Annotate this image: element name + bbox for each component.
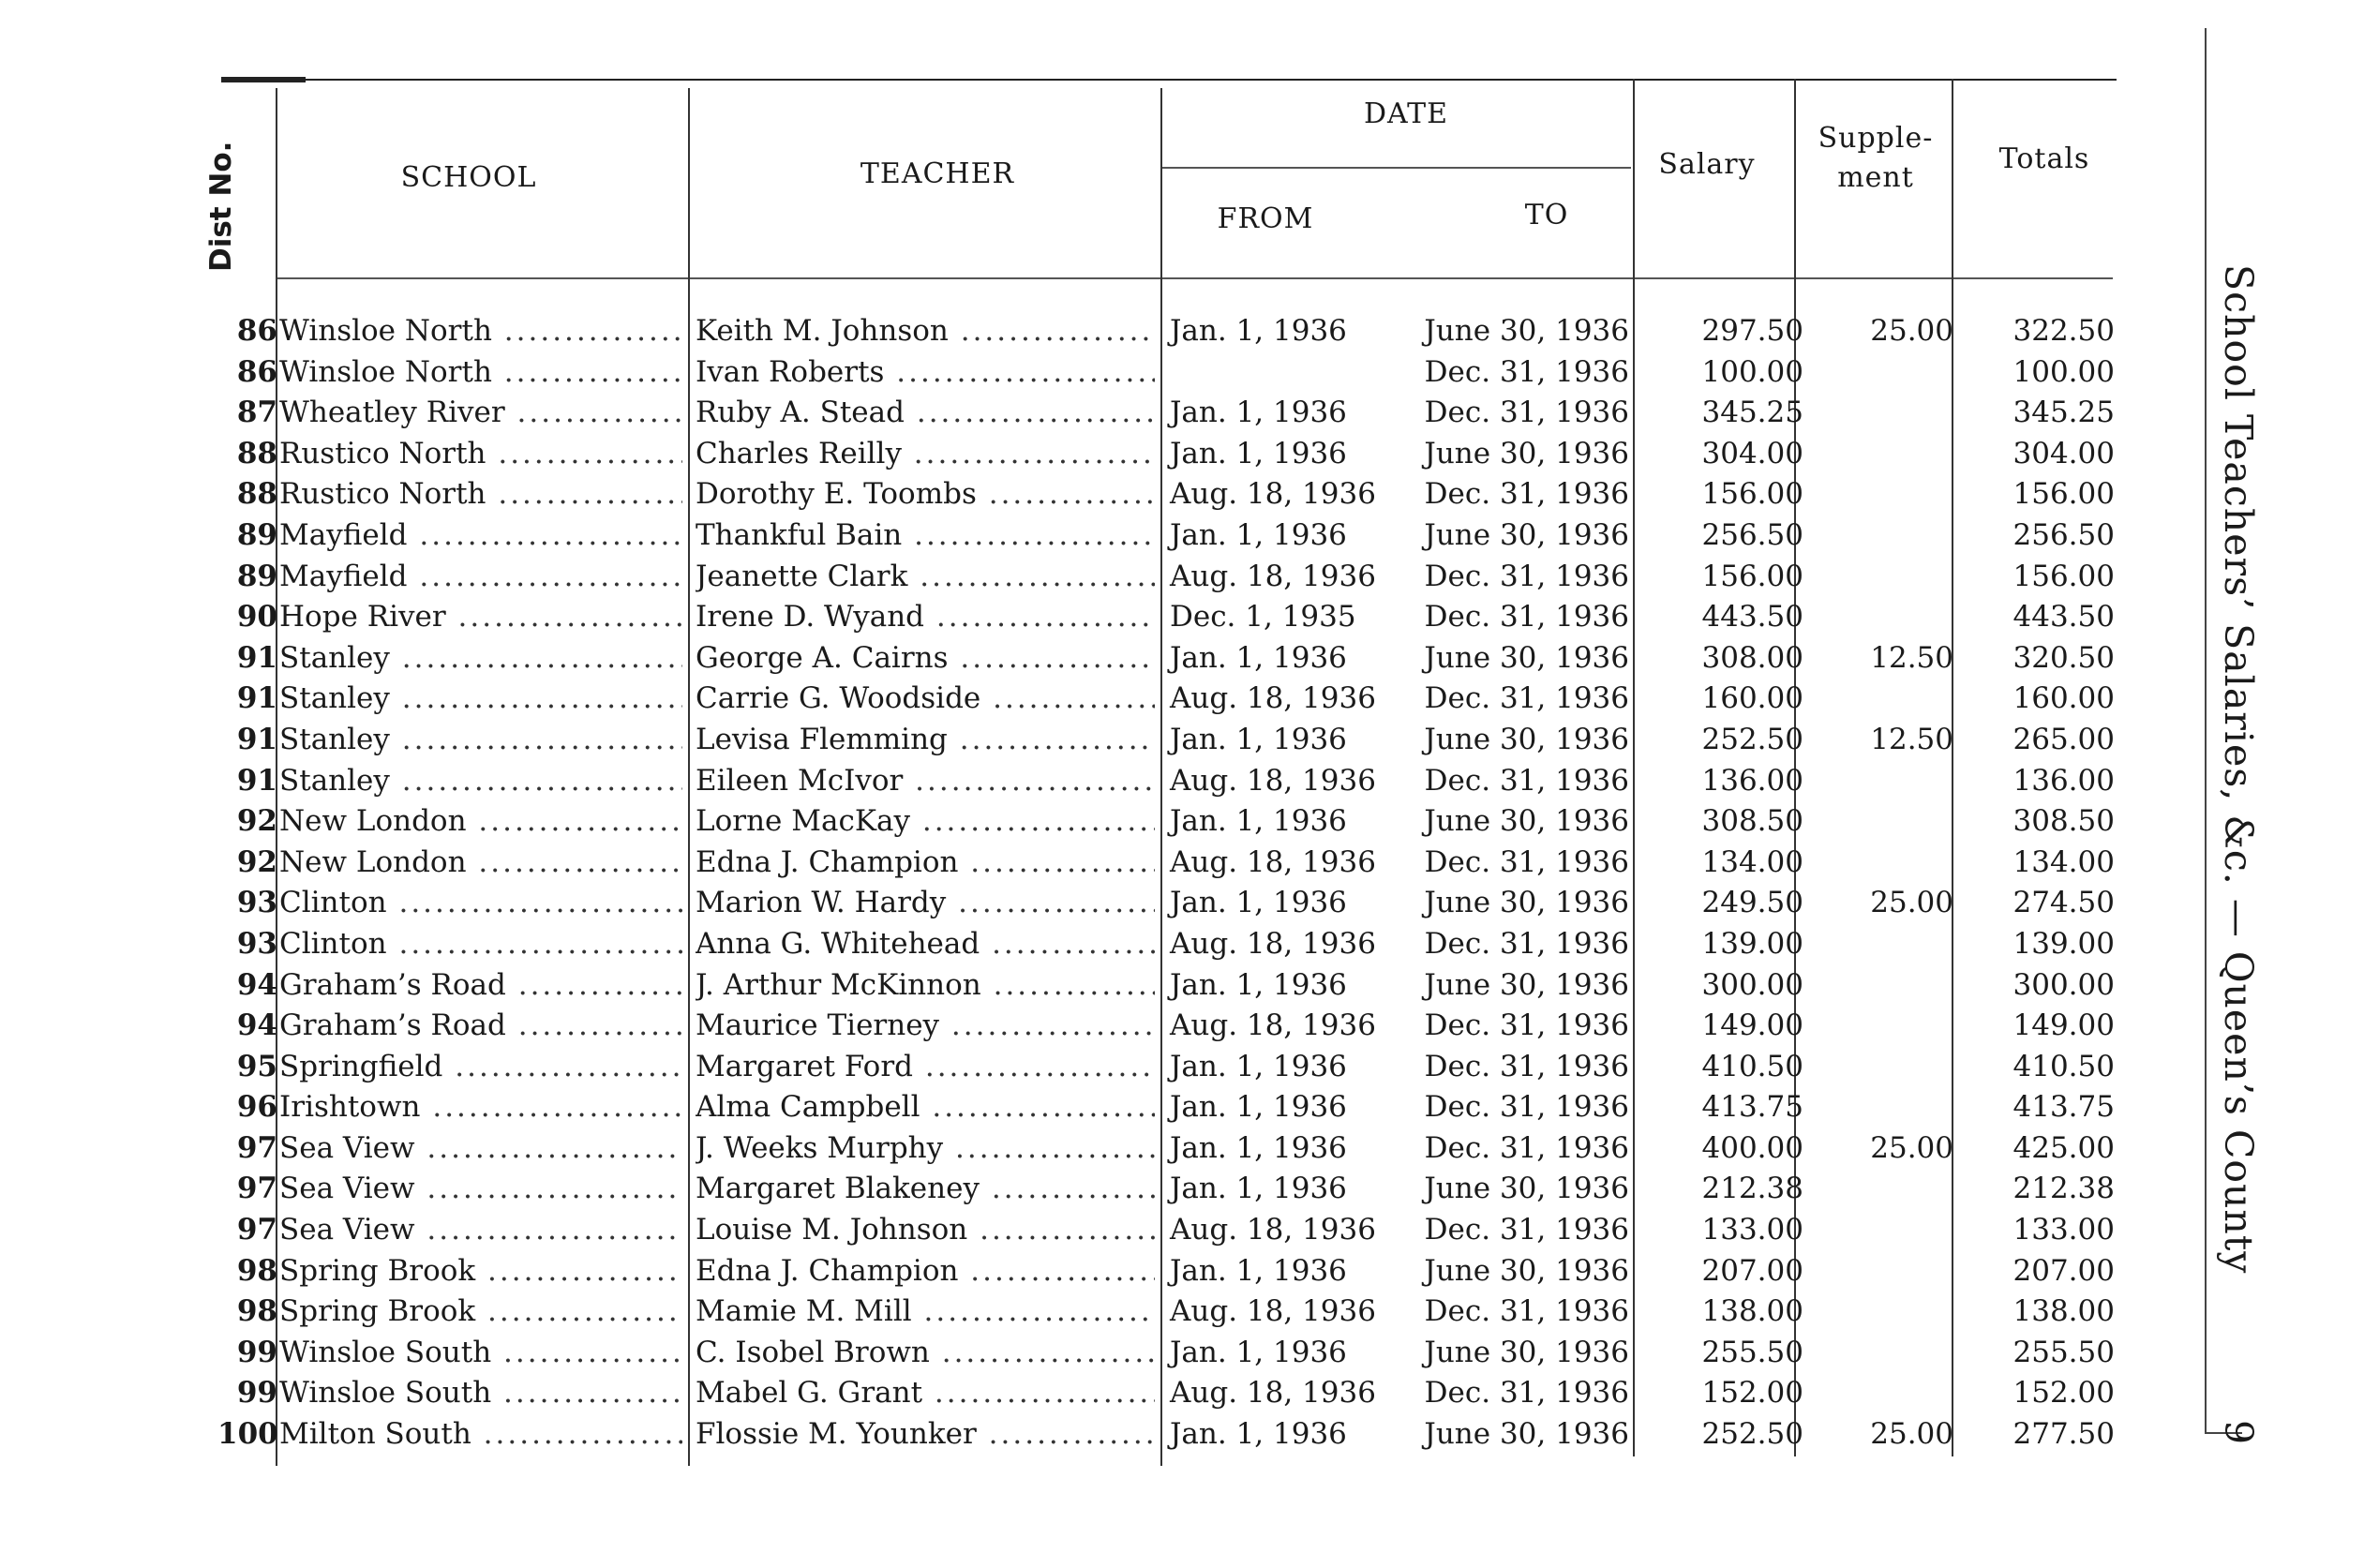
- teacher-name: Carrie G. Woodside .....: [696, 679, 1155, 719]
- date-to: June 30, 1936: [1424, 1417, 1629, 1452]
- header-top-rule: [223, 79, 2117, 81]
- salary-amount: 152.00: [1701, 1376, 1803, 1411]
- dist-no-header: Dist No.: [204, 141, 238, 272]
- total-amount: 139.00: [2012, 926, 2115, 961]
- date-from: Jan. 1, 1936: [1170, 1090, 1347, 1125]
- dist-number: 88: [236, 477, 277, 512]
- total-amount: 443.50: [2012, 600, 2115, 635]
- dist-number: 93: [236, 926, 277, 961]
- teacher-name: Flossie M. Younker .....: [696, 1414, 1155, 1455]
- salary-amount: 139.00: [1701, 926, 1803, 961]
- table-row: [0, 1047, 2250, 1088]
- date-to: June 30, 1936: [1424, 436, 1629, 470]
- supplement-header-line1: Supple-: [1818, 122, 1934, 155]
- teacher-name: Alma Campbell .....: [696, 1087, 1155, 1127]
- salary-amount: 256.50: [1701, 517, 1803, 552]
- total-amount: 152.00: [2012, 1376, 2115, 1411]
- dist-number: 98: [236, 1294, 277, 1329]
- date-divider-rule: [1162, 167, 1631, 169]
- date-from: Jan. 1, 1936: [1170, 517, 1347, 552]
- teacher-name: Maurice Tierney .....: [696, 1006, 1155, 1046]
- date-from: Jan. 1, 1936: [1170, 1049, 1347, 1083]
- header-top-rule-thick: [221, 77, 306, 82]
- table-row: [0, 597, 2250, 638]
- total-amount: 322.50: [2012, 314, 2115, 348]
- date-to: Dec. 31, 1936: [1424, 1130, 1629, 1165]
- salary-amount: 156.00: [1701, 559, 1803, 593]
- table-row: [0, 801, 2250, 843]
- school-name: Hope River .....: [279, 597, 682, 637]
- salary-amount: 134.00: [1701, 844, 1803, 879]
- total-amount: 160.00: [2012, 681, 2115, 716]
- total-amount: 133.00: [2012, 1213, 2115, 1247]
- dist-number: 100: [217, 1417, 278, 1452]
- school-name: Clinton .....: [279, 883, 682, 923]
- date-to: Dec. 31, 1936: [1424, 763, 1629, 798]
- total-amount: 156.00: [2012, 559, 2115, 593]
- total-amount: 300.00: [2012, 967, 2115, 1002]
- school-name: Milton South .....: [279, 1414, 682, 1455]
- total-amount: 207.00: [2012, 1253, 2115, 1288]
- school-name: Winsloe South .....: [279, 1373, 682, 1413]
- date-from: Aug. 18, 1936: [1170, 926, 1376, 961]
- salary-amount: 133.00: [1701, 1213, 1803, 1247]
- table-row: [0, 1373, 2250, 1414]
- dist-number: 90: [236, 600, 277, 635]
- teacher-name: Marion W. Hardy .....: [696, 883, 1155, 923]
- dist-number: 98: [236, 1253, 277, 1288]
- salary-amount: 149.00: [1701, 1008, 1803, 1043]
- running-title: School Teachers’ Salaries, &c. — Queen’s County: [2216, 264, 2261, 1275]
- teacher-name: Dorothy E. Toombs .....: [696, 474, 1155, 515]
- school-name: Stanley .....: [279, 679, 682, 719]
- teacher-name: Edna J. Champion .....: [696, 1251, 1155, 1292]
- dist-number: 92: [236, 804, 277, 839]
- teacher-name: Keith M. Johnson .....: [696, 311, 1155, 351]
- dist-number: 94: [236, 967, 277, 1002]
- school-name: Winsloe North .....: [279, 311, 682, 351]
- dist-number: 91: [236, 681, 277, 716]
- salary-amount: 156.00: [1701, 477, 1803, 512]
- table-row: [0, 1251, 2250, 1292]
- date-from: Jan. 1, 1936: [1170, 804, 1347, 839]
- teacher-name: C. Isobel Brown .....: [696, 1333, 1155, 1373]
- date-to: Dec. 31, 1936: [1424, 396, 1629, 430]
- teacher-name: Edna J. Champion .....: [696, 843, 1155, 883]
- date-from: Aug. 18, 1936: [1170, 1294, 1376, 1329]
- header-bottom-rule: [277, 277, 2113, 279]
- school-name: Graham’s Road .....: [279, 965, 682, 1006]
- table-row: [0, 924, 2250, 965]
- total-amount: 138.00: [2012, 1294, 2115, 1329]
- date-to: Dec. 31, 1936: [1424, 681, 1629, 716]
- salary-amount: 443.50: [1701, 600, 1803, 635]
- salary-amount: 297.50: [1701, 314, 1803, 348]
- supplement-amount: 25.00: [1870, 314, 1953, 348]
- teacher-name: Margaret Blakeney .....: [696, 1169, 1155, 1209]
- date-from: Jan. 1, 1936: [1170, 886, 1347, 920]
- date-from: Aug. 18, 1936: [1170, 477, 1376, 512]
- date-to: June 30, 1936: [1424, 722, 1629, 756]
- date-to: June 30, 1936: [1424, 1253, 1629, 1288]
- date-from: Jan. 1, 1936: [1170, 436, 1347, 470]
- date-to: June 30, 1936: [1424, 804, 1629, 839]
- table-row: [0, 1414, 2250, 1456]
- date-from: Aug. 18, 1936: [1170, 763, 1376, 798]
- school-name: Stanley .....: [279, 761, 682, 801]
- teacher-name: Lorne MacKay .....: [696, 801, 1155, 842]
- school-name: Mayfield .....: [279, 515, 682, 556]
- supplement-amount: 25.00: [1870, 1130, 1953, 1165]
- teacher-name: Eileen McIvor .....: [696, 761, 1155, 801]
- date-from: Jan. 1, 1936: [1170, 967, 1347, 1002]
- date-to: Dec. 31, 1936: [1424, 844, 1629, 879]
- date-from: Jan. 1, 1936: [1170, 1417, 1347, 1452]
- school-name: Clinton .....: [279, 924, 682, 964]
- date-from: Aug. 18, 1936: [1170, 1376, 1376, 1411]
- salary-amount: 304.00: [1701, 436, 1803, 470]
- date-to: Dec. 31, 1936: [1424, 477, 1629, 512]
- table-row: [0, 761, 2250, 802]
- school-name: Mayfield .....: [279, 557, 682, 597]
- total-amount: 265.00: [2012, 722, 2115, 756]
- table-row: [0, 515, 2250, 557]
- table-row: [0, 393, 2250, 434]
- table-row: [0, 638, 2250, 679]
- date-from: Aug. 18, 1936: [1170, 559, 1376, 593]
- date-to: June 30, 1936: [1424, 967, 1629, 1002]
- salary-header: Salary: [1658, 148, 1756, 181]
- school-name: Rustico North .....: [279, 474, 682, 515]
- salary-amount: 100.00: [1701, 354, 1803, 389]
- supplement-amount: 12.50: [1870, 640, 1953, 675]
- dist-number: 91: [236, 763, 277, 798]
- dist-number: 89: [236, 517, 277, 552]
- total-amount: 304.00: [2012, 436, 2115, 470]
- table-row: [0, 474, 2250, 515]
- date-to: Dec. 31, 1936: [1424, 1090, 1629, 1125]
- school-name: Winsloe North .....: [279, 352, 682, 393]
- table-row: [0, 1210, 2250, 1251]
- teacher-name: George A. Cairns .....: [696, 638, 1155, 679]
- school-name: Rustico North .....: [279, 434, 682, 474]
- dist-number: 97: [236, 1172, 277, 1206]
- table-row: [0, 311, 2250, 352]
- date-to: June 30, 1936: [1424, 1335, 1629, 1369]
- date-to: Dec. 31, 1936: [1424, 1049, 1629, 1083]
- date-from: Aug. 18, 1936: [1170, 1008, 1376, 1043]
- salary-amount: 300.00: [1701, 967, 1803, 1002]
- date-from: Jan. 1, 1936: [1170, 314, 1347, 348]
- teacher-name: Jeanette Clark .....: [696, 557, 1155, 597]
- supplement-amount: 25.00: [1870, 1417, 1953, 1452]
- total-amount: 320.50: [2012, 640, 2115, 675]
- salary-amount: 136.00: [1701, 763, 1803, 798]
- dist-number: 87: [236, 396, 277, 430]
- dist-number: 95: [236, 1049, 277, 1083]
- salary-amount: 345.25: [1701, 396, 1803, 430]
- school-name: Stanley .....: [279, 720, 682, 760]
- table-row: [0, 434, 2250, 475]
- date-to: Dec. 31, 1936: [1424, 600, 1629, 635]
- table-row: [0, 1006, 2250, 1047]
- dist-number: 97: [236, 1213, 277, 1247]
- date-from: Jan. 1, 1936: [1170, 1172, 1347, 1206]
- date-to: Dec. 31, 1936: [1424, 1213, 1629, 1247]
- table-row: [0, 1128, 2250, 1170]
- total-amount: 425.00: [2012, 1130, 2115, 1165]
- teacher-name: Margaret Ford .....: [696, 1047, 1155, 1087]
- date-to: Dec. 31, 1936: [1424, 1294, 1629, 1329]
- school-name: New London .....: [279, 843, 682, 883]
- school-name: Springfield .....: [279, 1047, 682, 1087]
- table-row: [0, 679, 2250, 720]
- table-row: [0, 720, 2250, 761]
- table-row: [0, 557, 2250, 598]
- dist-number: 93: [236, 886, 277, 920]
- date-to: June 30, 1936: [1424, 640, 1629, 675]
- date-to: Dec. 31, 1936: [1424, 354, 1629, 389]
- table-row: [0, 1292, 2250, 1333]
- school-name: Sea View .....: [279, 1128, 682, 1169]
- date-to: Dec. 31, 1936: [1424, 926, 1629, 961]
- salary-amount: 400.00: [1701, 1130, 1803, 1165]
- teacher-name: Ruby A. Stead .....: [696, 393, 1155, 433]
- salary-amount: 160.00: [1701, 681, 1803, 716]
- supplement-header-line2: ment: [1837, 161, 1914, 194]
- school-name: Wheatley River .....: [279, 393, 682, 433]
- date-from: Dec. 1, 1935: [1170, 600, 1356, 635]
- page-number: 9: [2216, 1420, 2261, 1445]
- school-name: Spring Brook .....: [279, 1292, 682, 1332]
- teacher-header: TEACHER: [860, 157, 1015, 190]
- dist-number: 96: [236, 1090, 277, 1125]
- date-header: DATE: [1364, 97, 1448, 130]
- school-name: Irishtown .....: [279, 1087, 682, 1127]
- date-from: Jan. 1, 1936: [1170, 640, 1347, 675]
- date-from: Aug. 18, 1936: [1170, 681, 1376, 716]
- salary-amount: 252.50: [1701, 722, 1803, 756]
- dist-number: 91: [236, 722, 277, 756]
- salary-amount: 249.50: [1701, 886, 1803, 920]
- supplement-amount: 12.50: [1870, 722, 1953, 756]
- total-amount: 156.00: [2012, 477, 2115, 512]
- date-from: Jan. 1, 1936: [1170, 1335, 1347, 1369]
- teacher-name: Ivan Roberts .....: [696, 352, 1155, 393]
- total-amount: 413.75: [2012, 1090, 2115, 1125]
- school-name: Stanley .....: [279, 638, 682, 679]
- from-header: FROM: [1217, 202, 1314, 235]
- teacher-name: Irene D. Wyand .....: [696, 597, 1155, 637]
- date-from: Jan. 1, 1936: [1170, 1130, 1347, 1165]
- total-amount: 149.00: [2012, 1008, 2115, 1043]
- total-amount: 256.50: [2012, 517, 2115, 552]
- total-amount: 212.38: [2012, 1172, 2115, 1206]
- school-name: Sea View .....: [279, 1210, 682, 1250]
- salary-table: [0, 311, 2250, 1456]
- teacher-name: Charles Reilly .....: [696, 434, 1155, 474]
- date-to: Dec. 31, 1936: [1424, 1008, 1629, 1043]
- salary-amount: 212.38: [1701, 1172, 1803, 1206]
- total-amount: 308.50: [2012, 804, 2115, 839]
- school-name: Sea View .....: [279, 1169, 682, 1209]
- table-row: [0, 1169, 2250, 1210]
- total-amount: 410.50: [2012, 1049, 2115, 1083]
- dist-number: 91: [236, 640, 277, 675]
- supplement-amount: 25.00: [1870, 886, 1953, 920]
- dist-number: 86: [236, 354, 277, 389]
- salary-amount: 308.00: [1701, 640, 1803, 675]
- salary-amount: 138.00: [1701, 1294, 1803, 1329]
- dist-number: 92: [236, 844, 277, 879]
- teacher-name: Anna G. Whitehead .....: [696, 924, 1155, 964]
- date-to: June 30, 1936: [1424, 886, 1629, 920]
- school-name: New London .....: [279, 801, 682, 842]
- total-amount: 277.50: [2012, 1417, 2115, 1452]
- date-from: Jan. 1, 1936: [1170, 722, 1347, 756]
- dist-number: 94: [236, 1008, 277, 1043]
- salary-amount: 252.50: [1701, 1417, 1803, 1452]
- salary-amount: 413.75: [1701, 1090, 1803, 1125]
- date-from: Aug. 18, 1936: [1170, 844, 1376, 879]
- total-amount: 134.00: [2012, 844, 2115, 879]
- teacher-name: Levisa Flemming .....: [696, 720, 1155, 760]
- teacher-name: J. Arthur McKinnon .....: [696, 965, 1155, 1006]
- total-amount: 345.25: [2012, 396, 2115, 430]
- salary-amount: 207.00: [1701, 1253, 1803, 1288]
- total-amount: 274.50: [2012, 886, 2115, 920]
- date-to: Dec. 31, 1936: [1424, 1376, 1629, 1411]
- table-row: [0, 1087, 2250, 1128]
- dist-number: 89: [236, 559, 277, 593]
- dist-number: 97: [236, 1130, 277, 1165]
- school-name: Graham’s Road .....: [279, 1006, 682, 1046]
- teacher-name: Mabel G. Grant .....: [696, 1373, 1155, 1413]
- school-name: Winsloe South .....: [279, 1333, 682, 1373]
- dist-number: 99: [236, 1335, 277, 1369]
- total-amount: 255.50: [2012, 1335, 2115, 1369]
- teacher-name: J. Weeks Murphy .....: [696, 1128, 1155, 1169]
- totals-header: Totals: [1998, 142, 2090, 175]
- school-header: SCHOOL: [400, 161, 537, 194]
- salary-amount: 410.50: [1701, 1049, 1803, 1083]
- table-row: [0, 1333, 2250, 1374]
- date-to: June 30, 1936: [1424, 1172, 1629, 1206]
- table-row: [0, 352, 2250, 394]
- salary-amount: 255.50: [1701, 1335, 1803, 1369]
- teacher-name: Thankful Bain .....: [696, 515, 1155, 556]
- table-row: [0, 965, 2250, 1007]
- date-from: Aug. 18, 1936: [1170, 1213, 1376, 1247]
- date-to: June 30, 1936: [1424, 314, 1629, 348]
- dist-number: 86: [236, 314, 277, 348]
- school-name: Spring Brook .....: [279, 1251, 682, 1292]
- teacher-name: Mamie M. Mill .....: [696, 1292, 1155, 1332]
- total-amount: 100.00: [2012, 354, 2115, 389]
- date-from: Jan. 1, 1936: [1170, 396, 1347, 430]
- dist-number: 88: [236, 436, 277, 470]
- teacher-name: Louise M. Johnson .....: [696, 1210, 1155, 1250]
- date-to: June 30, 1936: [1424, 517, 1629, 552]
- salary-amount: 308.50: [1701, 804, 1803, 839]
- date-from: Jan. 1, 1936: [1170, 1253, 1347, 1288]
- table-row: [0, 883, 2250, 924]
- dist-number: 99: [236, 1376, 277, 1411]
- to-header: TO: [1524, 199, 1569, 231]
- total-amount: 136.00: [2012, 763, 2115, 798]
- table-row: [0, 843, 2250, 884]
- date-to: Dec. 31, 1936: [1424, 559, 1629, 593]
